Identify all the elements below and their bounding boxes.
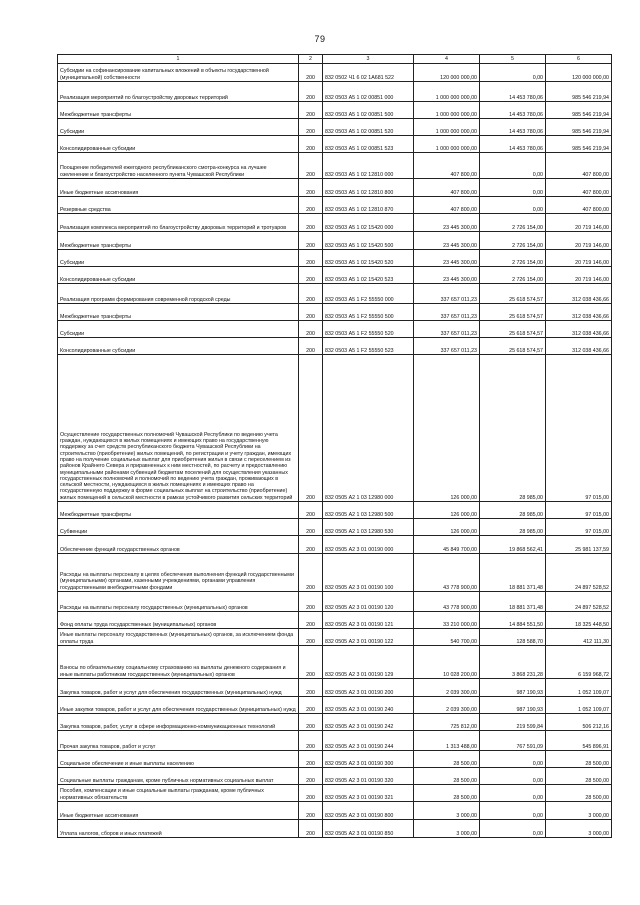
row-description: Обеспечение функций государственных органов: [58, 536, 299, 554]
row-line-code: 200: [299, 338, 323, 355]
row-executed-amount: 0,00: [480, 751, 546, 768]
row-approved-amount: 337 657 011,23: [414, 284, 480, 304]
row-unexecuted-amount: 97 015,00: [546, 355, 612, 502]
row-executed-amount: 3 868 231,28: [480, 646, 546, 679]
row-budget-classification-code: 832 0503 А5 1 02 00851 000: [323, 82, 414, 102]
row-approved-amount: 3 000,00: [414, 820, 480, 838]
row-budget-classification-code: 832 0503 А5 1 F2 55550 000: [323, 284, 414, 304]
row-description: Межбюджетные трансферты: [58, 502, 299, 519]
row-unexecuted-amount: 312 038 436,66: [546, 321, 612, 338]
table-row: [58, 629, 612, 646]
row-budget-classification-code: 832 0505 А2 3 01 00190 321: [323, 785, 414, 802]
row-description: Иные выплаты персоналу государственных (муниципальных) органов, за исключением фонда оплаты труда: [58, 629, 299, 646]
row-unexecuted-amount: 20 719 146,00: [546, 214, 612, 232]
row-approved-amount: 1 000 000 000,00: [414, 119, 480, 136]
row-description: Субвенции: [58, 519, 299, 536]
table-row: [58, 820, 612, 838]
row-line-code: 200: [299, 629, 323, 646]
row-unexecuted-amount: 985 546 219,94: [546, 119, 612, 136]
row-line-code: 200: [299, 592, 323, 612]
row-description: Консолидированные субсидии: [58, 136, 299, 153]
row-line-code: 200: [299, 355, 323, 502]
row-unexecuted-amount: 6 159 968,72: [546, 646, 612, 679]
row-line-code: 200: [299, 768, 323, 785]
row-line-code: 200: [299, 751, 323, 768]
row-executed-amount: 0,00: [480, 153, 546, 179]
table-row: [58, 284, 612, 304]
row-unexecuted-amount: 985 546 219,94: [546, 82, 612, 102]
row-description: Пособия, компенсации и иные социальные выплаты гражданам, кроме публичных нормативных обязательств: [58, 785, 299, 802]
header-col-5: 5: [480, 55, 546, 64]
row-approved-amount: 337 657 011,23: [414, 304, 480, 321]
row-line-code: 200: [299, 153, 323, 179]
row-description: Реализация комплекса мероприятий по благоустройству дворовых территорий и тротуаров: [58, 214, 299, 232]
table-row: [58, 250, 612, 267]
row-unexecuted-amount: 97 015,00: [546, 519, 612, 536]
row-line-code: 200: [299, 304, 323, 321]
row-executed-amount: 28 985,00: [480, 519, 546, 536]
row-line-code: 200: [299, 82, 323, 102]
row-executed-amount: 2 726 154,00: [480, 250, 546, 267]
row-description: Консолидированные субсидии: [58, 267, 299, 284]
row-budget-classification-code: 832 0505 А2 3 01 00190 242: [323, 714, 414, 731]
table-row: [58, 802, 612, 820]
row-description: Реализация мероприятий по благоустройству дворовых территорий: [58, 82, 299, 102]
row-description: Реализация программ формирования современной городской среды: [58, 284, 299, 304]
row-description: Консолидированные субсидии: [58, 338, 299, 355]
row-unexecuted-amount: 1 052 109,07: [546, 697, 612, 714]
row-executed-amount: 2 726 154,00: [480, 267, 546, 284]
row-budget-classification-code: 832 0503 А5 1 02 12810 800: [323, 179, 414, 197]
row-description: Социальное обеспечение и иные выплаты населению: [58, 751, 299, 768]
row-executed-amount: 28 985,00: [480, 502, 546, 519]
row-description: Межбюджетные трансферты: [58, 304, 299, 321]
header-col-4: 4: [414, 55, 480, 64]
row-line-code: 200: [299, 502, 323, 519]
table-row: [58, 502, 612, 519]
row-line-code: 200: [299, 321, 323, 338]
table-row: [58, 64, 612, 82]
row-budget-classification-code: 832 0505 А2 1 03 12980 000: [323, 355, 414, 502]
row-executed-amount: 128 588,70: [480, 629, 546, 646]
row-unexecuted-amount: 1 052 109,07: [546, 679, 612, 697]
row-description: Поощрение победителей ежегодного республиканского смотра-конкурса на лучшее озеленение и благоустройство населенного пункта Чувашской Республики: [58, 153, 299, 179]
row-unexecuted-amount: 24 897 528,52: [546, 592, 612, 612]
table-row: [58, 304, 612, 321]
row-approved-amount: 126 000,00: [414, 355, 480, 502]
row-line-code: 200: [299, 232, 323, 250]
row-description: Расходы на выплаты персоналу в целях обеспечения выполнения функций государственными (муниципальными) органами, казенными учреждениями, органами управления государственными внебюджетными фондами: [58, 554, 299, 592]
row-unexecuted-amount: 20 719 146,00: [546, 232, 612, 250]
table-row: [58, 82, 612, 102]
row-line-code: 200: [299, 250, 323, 267]
table-row: [58, 179, 612, 197]
row-budget-classification-code: 832 0505 А2 3 01 00190 850: [323, 820, 414, 838]
row-unexecuted-amount: 985 546 219,94: [546, 102, 612, 119]
row-executed-amount: 0,00: [480, 768, 546, 785]
row-budget-classification-code: 832 0503 А5 1 F2 55550 520: [323, 321, 414, 338]
row-executed-amount: 14 884 551,50: [480, 612, 546, 629]
row-approved-amount: 28 500,00: [414, 751, 480, 768]
row-line-code: 200: [299, 646, 323, 679]
row-description: Иные бюджетные ассигнования: [58, 179, 299, 197]
row-budget-classification-code: 832 0503 А5 1 02 15420 500: [323, 232, 414, 250]
row-executed-amount: 0,00: [480, 785, 546, 802]
row-executed-amount: 0,00: [480, 820, 546, 838]
table-row: [58, 267, 612, 284]
row-approved-amount: 120 000 000,00: [414, 64, 480, 82]
row-unexecuted-amount: 312 038 436,66: [546, 304, 612, 321]
row-description: Субсидии: [58, 119, 299, 136]
row-approved-amount: 28 500,00: [414, 785, 480, 802]
row-budget-classification-code: 832 0505 А2 3 01 00190 129: [323, 646, 414, 679]
row-approved-amount: 126 000,00: [414, 502, 480, 519]
row-line-code: 200: [299, 820, 323, 838]
row-description: Прочая закупка товаров, работ и услуг: [58, 731, 299, 751]
row-description: Уплата налогов, сборов и иных платежей: [58, 820, 299, 838]
row-line-code: 200: [299, 102, 323, 119]
table-row: [58, 554, 612, 592]
row-unexecuted-amount: 312 038 436,66: [546, 338, 612, 355]
table-row: [58, 321, 612, 338]
row-approved-amount: 43 778 900,00: [414, 554, 480, 592]
row-line-code: 200: [299, 197, 323, 214]
row-unexecuted-amount: 506 212,16: [546, 714, 612, 731]
row-description: Закупка товаров, работ, услуг в сфере информационно-коммуникационных технологий: [58, 714, 299, 731]
row-executed-amount: 14 453 780,06: [480, 82, 546, 102]
row-description: Субсидии на софинансирование капитальных вложений в объекты государственной (муниципальной) собственности: [58, 64, 299, 82]
row-executed-amount: 28 985,00: [480, 355, 546, 502]
row-executed-amount: 2 726 154,00: [480, 214, 546, 232]
row-line-code: 200: [299, 267, 323, 284]
row-approved-amount: 23 445 300,00: [414, 214, 480, 232]
row-executed-amount: 0,00: [480, 802, 546, 820]
row-description: Фонд оплаты труда государственных (муниципальных) органов: [58, 612, 299, 629]
table-row: [58, 136, 612, 153]
row-unexecuted-amount: 20 719 146,00: [546, 267, 612, 284]
row-description: Осуществление государственных полномочий Чувашской Республики по ведению учета граждан, нуждающихся в жилых помещениях и имеющих право на государственную поддержку за счет средств республиканского бюджета Чувашской Республики на строительство (приобретение) жилых помещений, по регистрации и учету граждан, имеющих право на получение социальных выплат для приобретения жилья в связи с переселением из районов Крайнего Севера и приравненных к ним местностей, по расчету и предоставлению муниципальными районами субвенций бюджетам поселений для осуществления указанных государственных полномочий и полномочий по ведению учета граждан, проживающих в сельской местности, нуждающихся в жилых помещениях и имеющих право на государственную поддержку в форме социальных выплат на строительство (приобретение) жилых помещений в сельской местности в рамках устойчивого развития сельских территорий: [58, 355, 299, 502]
row-approved-amount: 10 028 200,00: [414, 646, 480, 679]
row-executed-amount: 14 453 780,06: [480, 119, 546, 136]
row-approved-amount: 1 000 000 000,00: [414, 82, 480, 102]
header-col-1: 1: [58, 55, 299, 64]
row-executed-amount: 14 453 780,06: [480, 136, 546, 153]
row-line-code: 200: [299, 612, 323, 629]
row-line-code: 200: [299, 731, 323, 751]
row-unexecuted-amount: 985 546 219,94: [546, 136, 612, 153]
row-line-code: 200: [299, 136, 323, 153]
row-description: Расходы на выплаты персоналу государственных (муниципальных) органов: [58, 592, 299, 612]
row-budget-classification-code: 832 0503 А5 1 F2 55550 523: [323, 338, 414, 355]
row-unexecuted-amount: 3 000,00: [546, 802, 612, 820]
header-col-2: 2: [299, 55, 323, 64]
row-description: Субсидии: [58, 321, 299, 338]
row-budget-classification-code: 832 0503 А5 1 02 12810 000: [323, 153, 414, 179]
row-line-code: 200: [299, 785, 323, 802]
row-unexecuted-amount: 97 015,00: [546, 502, 612, 519]
row-executed-amount: 0,00: [480, 64, 546, 82]
row-executed-amount: 19 868 562,41: [480, 536, 546, 554]
row-unexecuted-amount: 28 500,00: [546, 785, 612, 802]
table-row: [58, 338, 612, 355]
row-approved-amount: 43 778 900,00: [414, 592, 480, 612]
table-row: [58, 153, 612, 179]
row-line-code: 200: [299, 284, 323, 304]
row-line-code: 200: [299, 179, 323, 197]
row-unexecuted-amount: 120 000 000,00: [546, 64, 612, 82]
row-approved-amount: 1 313 488,00: [414, 731, 480, 751]
row-executed-amount: 0,00: [480, 197, 546, 214]
row-executed-amount: 25 618 574,57: [480, 321, 546, 338]
row-budget-classification-code: 832 0505 А2 3 01 00190 120: [323, 592, 414, 612]
row-line-code: 200: [299, 714, 323, 731]
row-approved-amount: 540 700,00: [414, 629, 480, 646]
row-unexecuted-amount: 412 111,30: [546, 629, 612, 646]
row-line-code: 200: [299, 679, 323, 697]
row-budget-classification-code: 832 0503 А5 1 02 00851 523: [323, 136, 414, 153]
row-budget-classification-code: 832 0505 А2 3 01 00190 200: [323, 679, 414, 697]
row-executed-amount: 14 453 780,06: [480, 102, 546, 119]
row-budget-classification-code: 832 0505 А2 3 01 00190 240: [323, 697, 414, 714]
row-description: Иные бюджетные ассигнования: [58, 802, 299, 820]
row-budget-classification-code: 832 0503 А5 1 02 15420 520: [323, 250, 414, 267]
row-approved-amount: 337 657 011,23: [414, 321, 480, 338]
row-budget-classification-code: 832 0505 А2 3 01 00190 100: [323, 554, 414, 592]
row-line-code: 200: [299, 802, 323, 820]
row-approved-amount: 725 812,00: [414, 714, 480, 731]
row-description: Взносы по обязательному социальному страхованию на выплаты денежного содержания и иные выплаты работникам государственных (муниципальных) органов: [58, 646, 299, 679]
table-row: [58, 731, 612, 751]
table-row: [58, 214, 612, 232]
row-description: Закупка товаров, работ и услуг для обеспечения государственных (муниципальных) нужд: [58, 679, 299, 697]
row-executed-amount: 25 618 574,57: [480, 284, 546, 304]
row-line-code: 200: [299, 119, 323, 136]
row-approved-amount: 1 000 000 000,00: [414, 136, 480, 153]
row-executed-amount: 25 618 574,57: [480, 338, 546, 355]
row-description: Межбюджетные трансферты: [58, 102, 299, 119]
row-unexecuted-amount: 312 038 436,66: [546, 284, 612, 304]
row-approved-amount: 3 000,00: [414, 802, 480, 820]
row-budget-classification-code: 832 0505 А2 1 03 12980 530: [323, 519, 414, 536]
row-budget-classification-code: 832 0505 А2 3 01 00190 121: [323, 612, 414, 629]
row-executed-amount: 219 599,84: [480, 714, 546, 731]
row-approved-amount: 407 800,00: [414, 197, 480, 214]
row-line-code: 200: [299, 519, 323, 536]
table-row: [58, 768, 612, 785]
row-executed-amount: 987 190,93: [480, 679, 546, 697]
row-approved-amount: 33 210 000,00: [414, 612, 480, 629]
table-header-row: [58, 55, 612, 64]
row-approved-amount: 28 500,00: [414, 768, 480, 785]
table-row: [58, 679, 612, 697]
table-row: [58, 612, 612, 629]
row-approved-amount: 407 800,00: [414, 153, 480, 179]
row-budget-classification-code: 832 0503 А5 1 02 12810 870: [323, 197, 414, 214]
table-row: [58, 751, 612, 768]
row-budget-classification-code: 832 0505 А2 3 01 00190 300: [323, 751, 414, 768]
row-line-code: 200: [299, 214, 323, 232]
row-unexecuted-amount: 24 897 528,52: [546, 554, 612, 592]
row-unexecuted-amount: 28 500,00: [546, 751, 612, 768]
row-budget-classification-code: 832 0505 А2 3 01 00190 800: [323, 802, 414, 820]
row-approved-amount: 126 000,00: [414, 519, 480, 536]
row-unexecuted-amount: 28 500,00: [546, 768, 612, 785]
row-approved-amount: 2 039 300,00: [414, 679, 480, 697]
table-row: [58, 697, 612, 714]
row-budget-classification-code: 832 0505 А2 3 01 00190 000: [323, 536, 414, 554]
row-executed-amount: 18 881 371,48: [480, 554, 546, 592]
row-unexecuted-amount: 25 981 137,59: [546, 536, 612, 554]
header-col-6: 6: [546, 55, 612, 64]
table-row: [58, 355, 612, 502]
table-row: [58, 714, 612, 731]
row-approved-amount: 45 849 700,00: [414, 536, 480, 554]
table-row: [58, 102, 612, 119]
budget-table: [57, 54, 612, 838]
row-description: Межбюджетные трансферты: [58, 232, 299, 250]
row-approved-amount: 23 445 300,00: [414, 267, 480, 284]
row-approved-amount: 2 039 300,00: [414, 697, 480, 714]
row-budget-classification-code: 832 0505 А2 3 01 00190 244: [323, 731, 414, 751]
row-line-code: 200: [299, 536, 323, 554]
page-number: 79: [314, 34, 326, 44]
row-budget-classification-code: 832 0503 А5 1 F2 55550 500: [323, 304, 414, 321]
row-unexecuted-amount: 407 800,00: [546, 179, 612, 197]
table-row: [58, 785, 612, 802]
row-unexecuted-amount: 20 719 146,00: [546, 250, 612, 267]
table-row: [58, 646, 612, 679]
row-budget-classification-code: 832 0505 А2 3 01 00190 320: [323, 768, 414, 785]
row-budget-classification-code: 832 0503 А5 1 02 15420 523: [323, 267, 414, 284]
row-unexecuted-amount: 18 325 448,50: [546, 612, 612, 629]
row-approved-amount: 407 800,00: [414, 179, 480, 197]
row-executed-amount: 987 190,93: [480, 697, 546, 714]
header-col-3: 3: [323, 55, 414, 64]
row-unexecuted-amount: 407 800,00: [546, 197, 612, 214]
table-body: [58, 64, 612, 838]
row-line-code: 200: [299, 64, 323, 82]
table-row: [58, 232, 612, 250]
row-unexecuted-amount: 407 800,00: [546, 153, 612, 179]
row-budget-classification-code: 832 0505 А2 3 01 00190 122: [323, 629, 414, 646]
row-approved-amount: 23 445 300,00: [414, 250, 480, 267]
row-line-code: 200: [299, 554, 323, 592]
row-line-code: 200: [299, 697, 323, 714]
row-description: Субсидии: [58, 250, 299, 267]
table-row: [58, 592, 612, 612]
row-approved-amount: 23 445 300,00: [414, 232, 480, 250]
row-budget-classification-code: 832 0503 А5 1 02 15420 000: [323, 214, 414, 232]
row-executed-amount: 25 618 574,57: [480, 304, 546, 321]
row-budget-classification-code: 832 0503 А5 1 02 00851 520: [323, 119, 414, 136]
row-unexecuted-amount: 3 000,00: [546, 820, 612, 838]
row-unexecuted-amount: 545 896,91: [546, 731, 612, 751]
row-executed-amount: 0,00: [480, 179, 546, 197]
row-description: Иные закупки товаров, работ и услуг для обеспечения государственных (муниципальных) нужд: [58, 697, 299, 714]
row-executed-amount: 767 591,09: [480, 731, 546, 751]
table-row: [58, 197, 612, 214]
table-row: [58, 519, 612, 536]
table-row: [58, 119, 612, 136]
row-approved-amount: 337 657 011,23: [414, 338, 480, 355]
row-executed-amount: 18 881 371,48: [480, 592, 546, 612]
table-row: [58, 536, 612, 554]
row-executed-amount: 2 726 154,00: [480, 232, 546, 250]
row-description: Социальные выплаты гражданам, кроме публичных нормативных социальных выплат: [58, 768, 299, 785]
row-approved-amount: 1 000 000 000,00: [414, 102, 480, 119]
row-budget-classification-code: 832 0502 Ч1 6 02 1А681 522: [323, 64, 414, 82]
row-budget-classification-code: 832 0505 А2 1 03 12980 500: [323, 502, 414, 519]
row-description: Резервные средства: [58, 197, 299, 214]
row-budget-classification-code: 832 0503 А5 1 02 00851 500: [323, 102, 414, 119]
